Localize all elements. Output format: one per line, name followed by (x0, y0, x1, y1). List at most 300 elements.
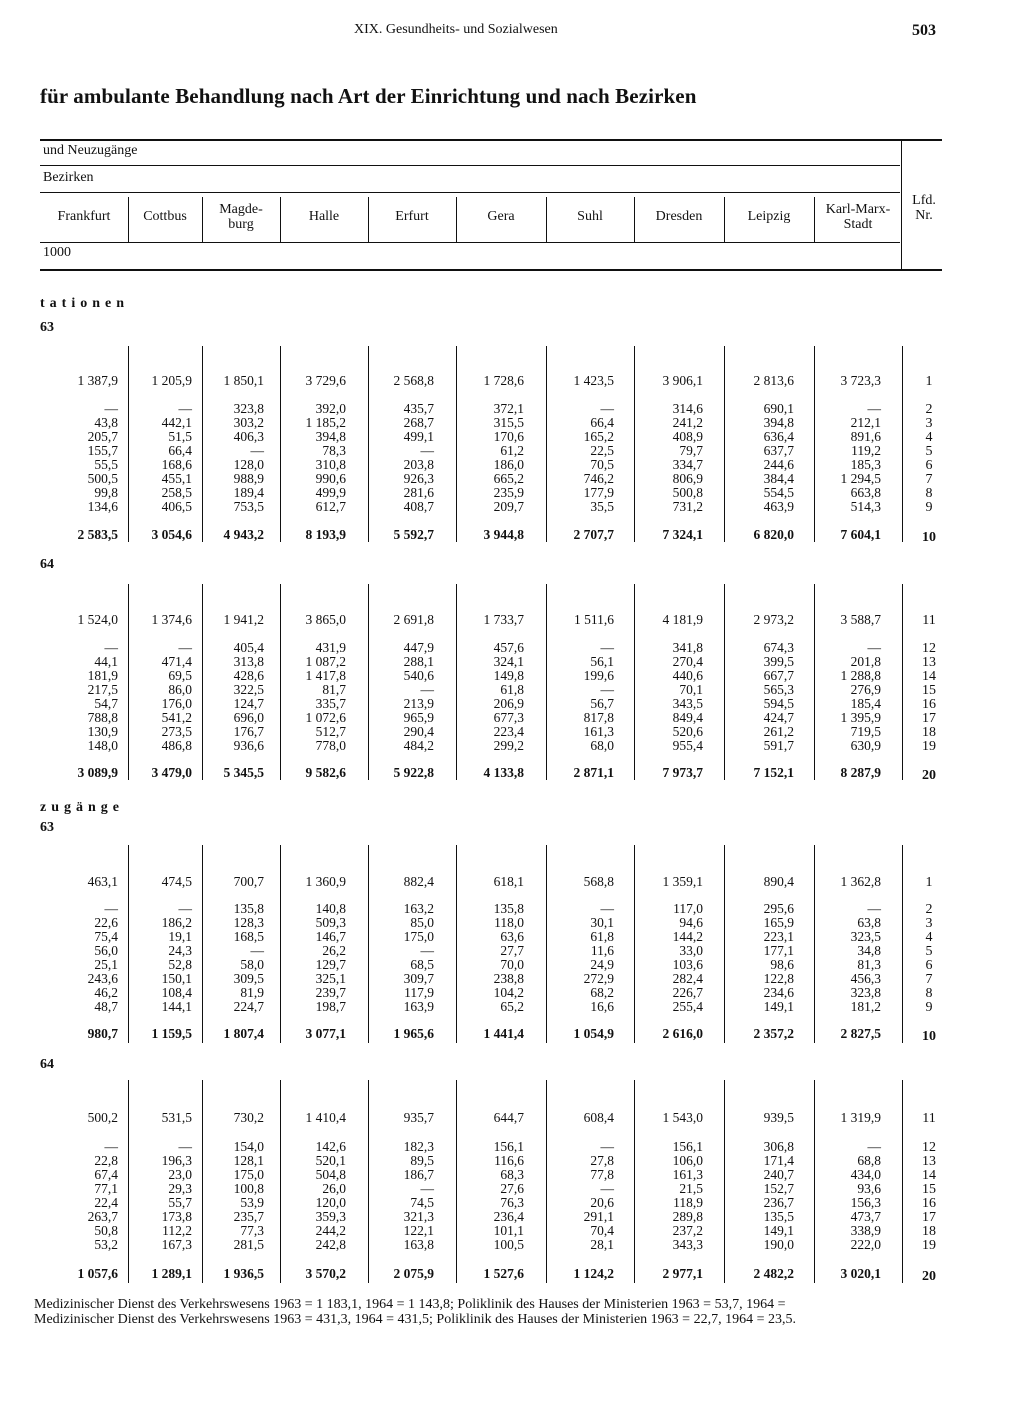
table-cell: 67,4 (94, 1167, 118, 1182)
table-cell: 1 362,8 (840, 874, 881, 889)
row-number: 19 (922, 1238, 936, 1253)
col-head-leipzig: Leipzig (747, 209, 791, 224)
table-cell: 66,4 (590, 415, 614, 430)
table-cell: 255,4 (672, 999, 703, 1014)
row-number: 11 (922, 1111, 936, 1126)
table-cell: 44,1 (94, 654, 118, 669)
table-cell: 434,0 (850, 1167, 881, 1182)
row-number: 10 (922, 530, 936, 545)
table-cell: 408,9 (672, 429, 703, 444)
header-rule-1 (40, 165, 900, 166)
col-head-frankfurt: Frankfurt (57, 209, 111, 224)
table-cell: 135,5 (763, 1209, 794, 1224)
header-column-divider (634, 197, 635, 242)
table-cell: 22,8 (94, 1153, 118, 1168)
table-cell: 70,5 (590, 457, 614, 472)
table-cell: 447,9 (403, 640, 434, 655)
table-cell: 440,6 (672, 668, 703, 683)
table-cell: 203,8 (403, 457, 434, 472)
table-cell: 206,9 (493, 696, 524, 711)
table-cell: — (420, 1181, 434, 1196)
table-cell: 103,6 (672, 957, 703, 972)
running-head (0, 22, 1024, 42)
table-cell: 149,1 (763, 1223, 794, 1238)
table-cell: 186,0 (493, 457, 524, 472)
table-cell: 5 592,7 (393, 527, 434, 542)
table-cell: 314,6 (672, 401, 703, 416)
table-cell: 258,5 (161, 485, 192, 500)
table-cell: 68,0 (590, 738, 614, 753)
table-cell: 7 973,7 (662, 765, 703, 780)
table-cell: 134,6 (87, 499, 118, 514)
table-cell: 399,5 (763, 654, 794, 669)
table-cell: 608,4 (583, 1110, 614, 1125)
table-cell: — (420, 443, 434, 458)
table-cell: 1 417,8 (305, 668, 346, 683)
table-row (0, 697, 1024, 711)
table-row (0, 486, 1024, 500)
table-cell: — (867, 401, 881, 416)
table-cell: 223,1 (763, 929, 794, 944)
table-cell: 235,7 (233, 1209, 264, 1224)
table-cell: 474,5 (161, 874, 192, 889)
table-cell: 70,4 (590, 1223, 614, 1238)
table-cell: 988,9 (233, 471, 264, 486)
table-cell: 24,3 (168, 943, 192, 958)
table-cell: 1 289,1 (151, 1266, 192, 1281)
table-cell: 935,7 (403, 1110, 434, 1125)
header-column-divider (202, 197, 203, 242)
table-cell: 81,3 (857, 957, 881, 972)
table-cell: 68,8 (857, 1153, 881, 1168)
table-cell: 186,2 (161, 915, 192, 930)
header-bezirke-label: Bezirken (43, 170, 94, 185)
row-number: 20 (922, 1269, 936, 1284)
table-cell: 235,9 (493, 485, 524, 500)
table-cell: 135,8 (233, 901, 264, 916)
table-cell: 29,3 (168, 1181, 192, 1196)
table-row (0, 683, 1024, 697)
table-cell: — (178, 1139, 192, 1154)
table-cell: — (178, 901, 192, 916)
header-column-divider (128, 197, 129, 242)
table-cell: 665,2 (493, 471, 524, 486)
table-cell: 3 729,6 (305, 373, 346, 388)
table-cell: 990,6 (315, 471, 346, 486)
row-number: 7 (925, 472, 933, 487)
col-head-erfurt: Erfurt (395, 209, 429, 224)
table-cell: 117,0 (673, 901, 703, 916)
table-cell: 3 570,2 (305, 1266, 346, 1281)
row-number: 3 (925, 916, 933, 931)
table-cell: 3 479,0 (151, 765, 192, 780)
table-cell: 313,8 (233, 654, 264, 669)
table-cell: 85,0 (410, 915, 434, 930)
page-title: für ambulante Behandlung nach Art der Einrichtung und nach Bezirken (40, 84, 697, 108)
table-cell: 554,5 (763, 485, 794, 500)
row-number: 15 (922, 1182, 936, 1197)
table-cell: 1 441,4 (483, 1026, 524, 1041)
table-cell: 325,1 (315, 971, 346, 986)
table-cell: 108,4 (161, 985, 192, 1000)
table-cell: 243,6 (87, 971, 118, 986)
total-row (0, 527, 1024, 545)
header-column-divider (546, 197, 547, 242)
col-head-halle: Halle (308, 209, 340, 224)
table-row (0, 1111, 1024, 1125)
table-cell: 50,8 (94, 1223, 118, 1238)
header-column-divider (280, 197, 281, 242)
table-cell: 1 543,0 (662, 1110, 703, 1125)
table-row (0, 374, 1024, 388)
table-cell: 177,1 (763, 943, 794, 958)
table-cell: 806,9 (672, 471, 703, 486)
row-number: 16 (922, 697, 936, 712)
table-cell: 788,8 (87, 710, 118, 725)
row-number: 19 (922, 739, 936, 754)
table-cell: 289,8 (672, 1209, 703, 1224)
table-cell: 471,4 (161, 654, 192, 669)
lfd-nr-header: Lfd. Nr. (912, 193, 936, 223)
table-cell: 392,0 (315, 401, 346, 416)
table-cell: 63,6 (500, 929, 524, 944)
table-cell: — (104, 401, 118, 416)
table-cell: 222,0 (850, 1237, 881, 1252)
table-cell: 2 691,8 (393, 612, 434, 627)
table-cell: 424,7 (763, 710, 794, 725)
table-cell: 237,2 (672, 1223, 703, 1238)
table-row (0, 655, 1024, 669)
table-cell: 22,6 (94, 915, 118, 930)
table-cell: 1 733,7 (483, 612, 524, 627)
section-year: 63 (40, 820, 54, 835)
table-cell: 54,7 (94, 696, 118, 711)
table-cell: 282,4 (672, 971, 703, 986)
table-cell: 568,8 (583, 874, 614, 889)
table-cell: 4 181,9 (662, 612, 703, 627)
table-cell: 663,8 (850, 485, 881, 500)
total-row (0, 765, 1024, 783)
table-cell: 1 423,5 (573, 373, 614, 388)
table-cell: 3 865,0 (305, 612, 346, 627)
table-cell: 175,0 (403, 929, 434, 944)
table-cell: 26,2 (322, 943, 346, 958)
table-cell: 177,9 (583, 485, 614, 500)
table-cell: 1 359,1 (662, 874, 703, 889)
table-cell: 27,6 (500, 1181, 524, 1196)
table-cell: 1 294,5 (840, 471, 881, 486)
table-cell: 161,3 (583, 724, 614, 739)
row-number: 18 (922, 1224, 936, 1239)
table-cell: 209,7 (493, 499, 524, 514)
table-cell: 690,1 (763, 401, 794, 416)
table-cell: 500,8 (672, 485, 703, 500)
table-cell: 122,1 (403, 1223, 434, 1238)
table-cell: 394,8 (763, 415, 794, 430)
table-cell: 55,7 (168, 1195, 192, 1210)
row-number: 2 (925, 402, 933, 417)
col-head-karl-marx-stadt: Karl-Marx- Stadt (825, 202, 891, 232)
table-cell: — (867, 1139, 881, 1154)
table-cell: 7 152,1 (753, 765, 794, 780)
table-cell: 46,2 (94, 985, 118, 1000)
table-cell: 165,2 (583, 429, 614, 444)
table-cell: 778,0 (315, 738, 346, 753)
table-cell: 504,8 (315, 1167, 346, 1182)
table-cell: 1 936,5 (223, 1266, 264, 1281)
table-cell: 146,7 (315, 929, 346, 944)
table-cell: 161,3 (672, 1167, 703, 1182)
row-number: 3 (925, 416, 933, 431)
table-cell: 156,1 (493, 1139, 524, 1154)
table-cell: 79,7 (679, 443, 703, 458)
table-row (0, 472, 1024, 486)
table-cell: 1 395,9 (840, 710, 881, 725)
table-cell: 176,7 (233, 724, 264, 739)
table-row (0, 641, 1024, 655)
table-cell: 244,2 (315, 1223, 346, 1238)
section-year: 63 (40, 320, 54, 335)
row-number: 8 (925, 486, 933, 501)
table-cell: 455,1 (161, 471, 192, 486)
table-cell: 68,5 (410, 957, 434, 972)
table-cell: 2 616,0 (662, 1026, 703, 1041)
table-cell: 1 374,6 (151, 612, 192, 627)
table-cell: 112,2 (162, 1223, 192, 1238)
table-row (0, 1196, 1024, 1210)
table-cell: 8 287,9 (840, 765, 881, 780)
table-cell: 56,0 (94, 943, 118, 958)
table-cell: 189,4 (233, 485, 264, 500)
row-number: 13 (922, 655, 936, 670)
table-row (0, 1168, 1024, 1182)
row-number: 5 (925, 444, 933, 459)
section-label: tationen (40, 296, 129, 311)
table-cell: 48,7 (94, 999, 118, 1014)
table-cell: 2 075,9 (393, 1266, 434, 1281)
table-cell: 163,2 (403, 901, 434, 916)
table-cell: 223,4 (493, 724, 524, 739)
table-cell: 128,0 (233, 457, 264, 472)
table-cell: 22,4 (94, 1195, 118, 1210)
table-row (0, 725, 1024, 739)
table-cell: 3 054,6 (151, 527, 192, 542)
table-cell: 509,3 (315, 915, 346, 930)
table-cell: 306,8 (763, 1139, 794, 1154)
table-cell: 1 159,5 (151, 1026, 192, 1041)
table-cell: 56,7 (590, 696, 614, 711)
table-cell: 315,5 (493, 415, 524, 430)
table-cell: 181,9 (87, 668, 118, 683)
header-subtitle: und Neuzugänge (43, 143, 138, 158)
table-cell: 238,8 (493, 971, 524, 986)
table-cell: 239,7 (315, 985, 346, 1000)
table-cell: 170,6 (493, 429, 524, 444)
table-cell: 674,3 (763, 640, 794, 655)
table-cell: 156,3 (850, 1195, 881, 1210)
table-cell: 86,0 (168, 682, 192, 697)
table-cell: 500,2 (87, 1110, 118, 1125)
table-cell: 955,4 (672, 738, 703, 753)
row-number: 10 (922, 1029, 936, 1044)
table-cell: 273,5 (161, 724, 192, 739)
table-cell: 323,8 (850, 985, 881, 1000)
table-row (0, 958, 1024, 972)
table-cell: 70,1 (679, 682, 703, 697)
table-row (0, 916, 1024, 930)
table-cell: 43,8 (94, 415, 118, 430)
table-cell: 372,1 (493, 401, 524, 416)
table-cell: 74,5 (410, 1195, 434, 1210)
table-cell: 217,5 (87, 682, 118, 697)
table-cell: 334,7 (672, 457, 703, 472)
table-cell: — (867, 640, 881, 655)
table-cell: 2 871,1 (573, 765, 614, 780)
table-cell: 3 723,3 (840, 373, 881, 388)
table-cell: 24,9 (590, 957, 614, 972)
table-cell: 119,2 (851, 443, 881, 458)
table-cell: 667,7 (763, 668, 794, 683)
table-cell: 3 077,1 (305, 1026, 346, 1041)
table-cell: 270,4 (672, 654, 703, 669)
table-cell: 980,7 (87, 1026, 118, 1041)
table-cell: — (250, 943, 264, 958)
table-cell: 6 820,0 (753, 527, 794, 542)
total-row (0, 1026, 1024, 1044)
table-row (0, 711, 1024, 725)
row-number: 16 (922, 1196, 936, 1211)
table-cell: 25,1 (94, 957, 118, 972)
table-cell: 2 827,5 (840, 1026, 881, 1041)
table-cell: 30,1 (590, 915, 614, 930)
table-cell: 22,5 (590, 443, 614, 458)
table-cell: — (104, 901, 118, 916)
table-cell: 891,6 (850, 429, 881, 444)
table-cell: 100,5 (493, 1237, 524, 1252)
table-cell: 3 020,1 (840, 1266, 881, 1281)
table-cell: 236,4 (493, 1209, 524, 1224)
table-cell: 77,1 (94, 1181, 118, 1196)
table-cell: 343,5 (672, 696, 703, 711)
table-cell: 190,0 (763, 1237, 794, 1252)
table-cell: 185,3 (850, 457, 881, 472)
table-cell: 1 527,6 (483, 1266, 524, 1281)
table-cell: 4 943,2 (223, 527, 264, 542)
table-cell: 66,4 (168, 443, 192, 458)
table-cell: 55,5 (94, 457, 118, 472)
header-unit: 1000 (43, 245, 71, 260)
table-cell: 5 922,8 (393, 765, 434, 780)
table-cell: 338,9 (850, 1223, 881, 1238)
table-cell: 240,7 (763, 1167, 794, 1182)
row-number: 4 (925, 430, 933, 445)
table-cell: 156,1 (672, 1139, 703, 1154)
table-cell: 406,3 (233, 429, 264, 444)
table-cell: 7 604,1 (840, 527, 881, 542)
table-cell: 2 707,7 (573, 527, 614, 542)
table-cell: 224,7 (233, 999, 264, 1014)
table-cell: 63,8 (857, 915, 881, 930)
col-head-magdeburg: Magde- burg (219, 202, 263, 232)
table-cell: — (600, 1181, 614, 1196)
table-cell: 4 133,8 (483, 765, 524, 780)
table-cell: 106,0 (672, 1153, 703, 1168)
table-cell: 456,3 (850, 971, 881, 986)
table-cell: 499,9 (315, 485, 346, 500)
table-cell: — (600, 401, 614, 416)
header-bottom-rule (40, 269, 942, 271)
table-cell: 965,9 (403, 710, 434, 725)
table-cell: 753,5 (233, 499, 264, 514)
table-cell: — (600, 1139, 614, 1154)
row-number: 6 (925, 458, 933, 473)
table-cell: 457,6 (493, 640, 524, 655)
table-row (0, 402, 1024, 416)
table-cell: 1 360,9 (305, 874, 346, 889)
table-cell: 61,2 (500, 443, 524, 458)
table-cell: 11,6 (590, 943, 614, 958)
table-cell: 94,6 (679, 915, 703, 930)
table-cell: 65,2 (500, 999, 524, 1014)
header-rule-2 (40, 192, 900, 193)
header-column-divider (814, 197, 815, 242)
table-cell: 244,6 (763, 457, 794, 472)
table-cell: 939,5 (763, 1110, 794, 1125)
table-cell: 234,6 (763, 985, 794, 1000)
table-cell: 129,7 (315, 957, 346, 972)
table-cell: 882,4 (403, 874, 434, 889)
table-cell: 520,1 (315, 1153, 346, 1168)
table-row (0, 902, 1024, 916)
table-row (0, 416, 1024, 430)
table-row (0, 613, 1024, 627)
table-cell: 176,0 (161, 696, 192, 711)
row-number: 9 (925, 500, 933, 515)
table-cell: 1 410,4 (305, 1110, 346, 1125)
table-cell: 428,6 (233, 668, 264, 683)
table-cell: 1 185,2 (305, 415, 346, 430)
row-number: 2 (925, 902, 933, 917)
table-cell: 196,3 (161, 1153, 192, 1168)
table-cell: 118,0 (494, 915, 524, 930)
table-cell: 155,7 (87, 443, 118, 458)
table-cell: 89,5 (410, 1153, 434, 1168)
table-cell: 541,2 (161, 710, 192, 725)
table-cell: 236,7 (763, 1195, 794, 1210)
row-number: 11 (922, 613, 936, 628)
table-cell: 1 387,9 (77, 373, 118, 388)
table-cell: 309,5 (233, 971, 264, 986)
table-cell: 3 906,1 (662, 373, 703, 388)
table-cell: 27,8 (590, 1153, 614, 1168)
table-cell: 817,8 (583, 710, 614, 725)
table-cell: 122,8 (763, 971, 794, 986)
header-rule-3 (40, 242, 900, 243)
table-row (0, 1000, 1024, 1014)
table-cell: 152,7 (763, 1181, 794, 1196)
table-cell: 26,0 (322, 1181, 346, 1196)
table-cell: 696,0 (233, 710, 264, 725)
table-cell: 165,9 (763, 915, 794, 930)
table-cell: 281,5 (233, 1237, 264, 1252)
table-cell: 323,8 (233, 401, 264, 416)
table-cell: 150,1 (161, 971, 192, 986)
table-cell: 299,2 (493, 738, 524, 753)
table-row (0, 930, 1024, 944)
table-cell: 936,6 (233, 738, 264, 753)
table-cell: 226,7 (672, 985, 703, 1000)
table-cell: 8 193,9 (305, 527, 346, 542)
